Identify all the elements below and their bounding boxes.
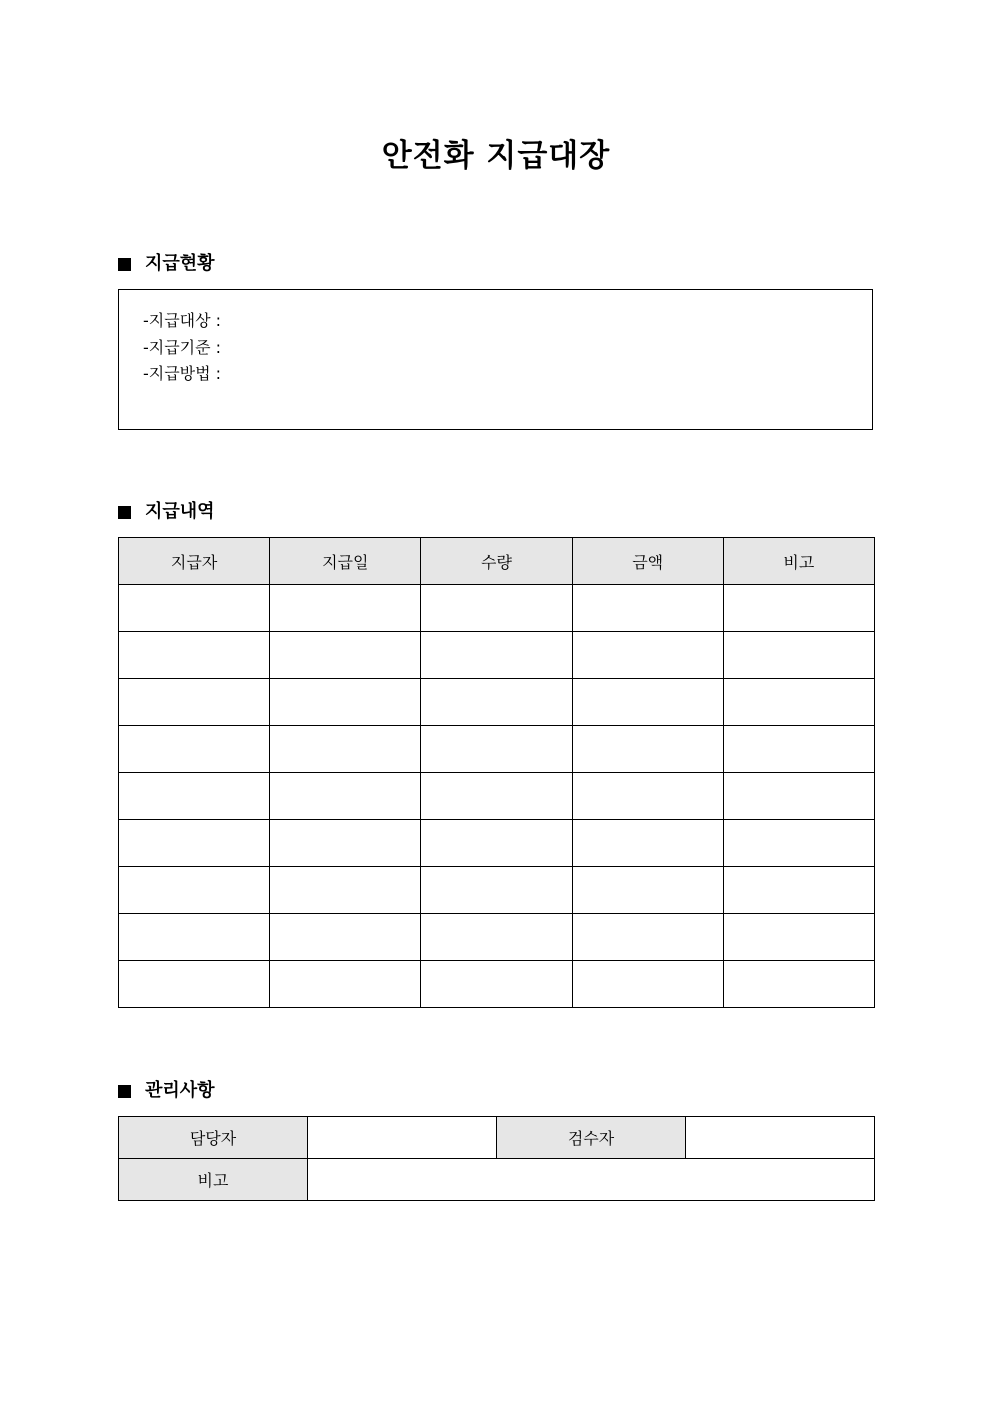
table-row [119,914,875,961]
section-heading-label: 지급내역 [145,501,215,522]
manager-field[interactable] [308,1117,497,1159]
table-cell[interactable] [572,914,723,961]
column-header-amount: 금액 [572,538,723,585]
table-cell[interactable] [572,632,723,679]
table-cell[interactable] [572,820,723,867]
table-cell[interactable] [723,961,874,1008]
table-cell[interactable] [421,820,572,867]
section-heading-manage [118,1078,215,1104]
table-cell[interactable] [421,773,572,820]
column-header-date: 지급일 [270,538,421,585]
table-cell[interactable] [119,632,270,679]
table-header-row [119,538,875,585]
status-box [118,289,873,430]
table-cell[interactable] [119,867,270,914]
table-cell[interactable] [572,867,723,914]
table-cell[interactable] [119,961,270,1008]
table-cell[interactable] [572,773,723,820]
table-row [119,867,875,914]
document-title: 안전화 지급대장 [381,138,611,174]
table-row [119,632,875,679]
square-bullet-icon [118,506,131,519]
table-row [119,585,875,632]
table-cell[interactable] [421,961,572,1008]
section-heading-label: 관리사항 [145,1080,215,1101]
table-cell[interactable] [119,585,270,632]
table-cell[interactable] [421,632,572,679]
table-row [119,679,875,726]
inspector-field[interactable] [686,1117,875,1159]
table-cell[interactable] [723,914,874,961]
status-line-criteria[interactable]: -지급기준 : [143,337,222,357]
table-cell[interactable] [723,585,874,632]
details-table [118,537,875,1008]
manage-row-signers [119,1117,875,1159]
square-bullet-icon [118,1085,131,1098]
table-cell[interactable] [270,773,421,820]
table-cell[interactable] [119,773,270,820]
table-cell[interactable] [723,679,874,726]
table-cell[interactable] [270,914,421,961]
remarks-field[interactable] [308,1159,875,1201]
section-heading-status [118,251,215,277]
table-cell[interactable] [270,632,421,679]
table-cell[interactable] [572,961,723,1008]
table-row [119,820,875,867]
table-cell[interactable] [421,726,572,773]
table-cell[interactable] [723,773,874,820]
table-cell[interactable] [421,914,572,961]
table-cell[interactable] [723,632,874,679]
column-header-payer: 지급자 [119,538,270,585]
table-cell[interactable] [572,726,723,773]
table-cell[interactable] [270,726,421,773]
table-cell[interactable] [572,679,723,726]
table-cell[interactable] [421,585,572,632]
table-cell[interactable] [421,867,572,914]
manager-label: 담당자 [119,1117,308,1159]
table-cell[interactable] [270,679,421,726]
table-cell[interactable] [270,867,421,914]
table-cell[interactable] [119,914,270,961]
column-header-quantity: 수량 [421,538,572,585]
square-bullet-icon [118,258,131,271]
table-cell[interactable] [270,820,421,867]
table-row [119,773,875,820]
section-heading-label: 지급현황 [145,253,215,274]
column-header-remarks: 비고 [723,538,874,585]
table-cell[interactable] [723,867,874,914]
table-row [119,726,875,773]
table-row [119,961,875,1008]
remarks-label: 비고 [119,1159,308,1201]
table-cell[interactable] [119,820,270,867]
table-cell[interactable] [270,961,421,1008]
inspector-label: 검수자 [497,1117,686,1159]
table-cell[interactable] [119,726,270,773]
table-cell[interactable] [119,679,270,726]
status-line-method[interactable]: -지급방법 : [143,364,222,383]
manage-row-remarks [119,1159,875,1201]
section-heading-details [118,499,215,525]
manage-table [118,1116,875,1201]
table-cell[interactable] [723,726,874,773]
table-cell[interactable] [270,585,421,632]
table-cell[interactable] [421,679,572,726]
table-cell[interactable] [572,585,723,632]
status-line-target[interactable]: -지급대상 : [143,311,222,330]
table-cell[interactable] [723,820,874,867]
